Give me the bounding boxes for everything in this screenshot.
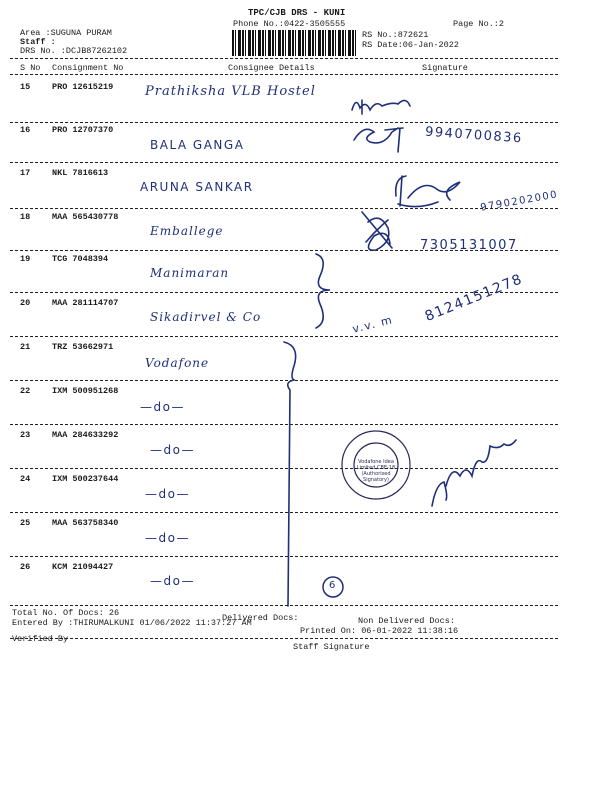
row-consignment: TRZ 53662971 [52,342,114,352]
row-consignee: Emballege [150,224,224,238]
col-signature: Signature [422,63,468,73]
row-sno: 21 [20,342,31,352]
row-consignee: —do— [145,487,190,501]
row-consignment: PRO 12615219 [52,82,114,92]
row-phone: 8124151278 [422,271,526,325]
area-label: Area :SUGUNA PURAM [20,28,112,38]
stamp-text: Vodafone Idea Limited CBE-18 (Authorised Signatory) [356,459,396,483]
total-docs: Total No. Of Docs: 26 [12,608,120,618]
row-sno: 25 [20,518,31,528]
vv-note: v.v. m [351,313,395,336]
row-consignment: MAA 281114707 [52,298,119,308]
row-consignee: Prathiksha VLB Hostel [145,84,316,99]
rs-number: RS No.:872621 [362,30,429,40]
verified-by: Verified By [12,634,69,644]
row-consignee: BALA GANGA [150,138,245,152]
non-delivered-docs: Non Delivered Docs: [358,616,455,626]
row-sno: 15 [20,82,31,92]
signature-row-15 [352,100,410,114]
row-consignee: —do— [150,574,195,588]
footer-rule [10,605,558,606]
printed-on: Printed On: 06-01-2022 11:38:16 [300,626,459,636]
row-consignee: —do— [140,400,185,414]
row-consignment: KCM 21094427 [52,562,114,572]
drs-number: DRS No. :DCJB87262102 [20,46,128,56]
brace-rows-21-26 [284,342,296,606]
col-sno: S No [20,63,41,73]
row-consignment: PRO 12707370 [52,125,114,135]
phone-number: Phone No.:0422-3505555 [233,19,346,29]
row-sno: 24 [20,474,31,484]
row-consignment: IXM 500951268 [52,386,119,396]
circled-number: 6 [329,580,337,591]
delivered-docs: Delivered Docs: [222,613,299,623]
row-consignee: —do— [145,531,190,545]
staff-label: Staff : [20,37,56,47]
row-sno: 23 [20,430,31,440]
row-consignee: —do— [150,443,195,457]
staff-signature: Staff Signature [293,642,370,652]
row-consignment: TCG 7048394 [52,254,109,264]
row-consignment: MAA 284633292 [52,430,119,440]
row-phone: 9940700836 [424,124,524,147]
row-sno: 19 [20,254,31,264]
signature-stamp [432,440,516,506]
brace-rows-19-20 [316,254,330,328]
row-consignment: NKL 7816613 [52,168,109,178]
row-consignment: IXM 500237644 [52,474,119,484]
row-sno: 18 [20,212,31,222]
row-consignment: MAA 565430778 [52,212,119,222]
col-details: Consignee Details [228,63,315,73]
row-sno: 17 [20,168,31,178]
row-phone: 7305131007 [420,238,518,253]
row-consignee: Manimaran [150,266,230,280]
page-number: Page No.:2 [453,19,505,29]
row-sno: 22 [20,386,31,396]
row-consignee: ARUNA SANKAR [140,180,254,194]
footer-bottom-rule [10,638,558,639]
row-consignee: Sikadirvel & Co [150,310,262,324]
entered-by: Entered By :THIRUMALKUNI 01/06/2022 11:37:27 AM [12,618,252,628]
row-sno: 16 [20,125,31,135]
signature-row-18 [362,212,392,250]
signature-row-16 [354,128,403,152]
row-consignee: Vodafone [145,356,210,370]
col-consignment: Consignment No [52,63,124,73]
signature-row-17 [396,176,460,207]
rs-date: RS Date:06-Jan-2022 [362,40,459,50]
row-consignment: MAA 563758340 [52,518,119,528]
document-title: TPC/CJB DRS - KUNI [248,8,346,18]
row-phone: 9790202000 [479,189,559,214]
row-sno: 20 [20,298,31,308]
row-sno: 26 [20,562,31,572]
